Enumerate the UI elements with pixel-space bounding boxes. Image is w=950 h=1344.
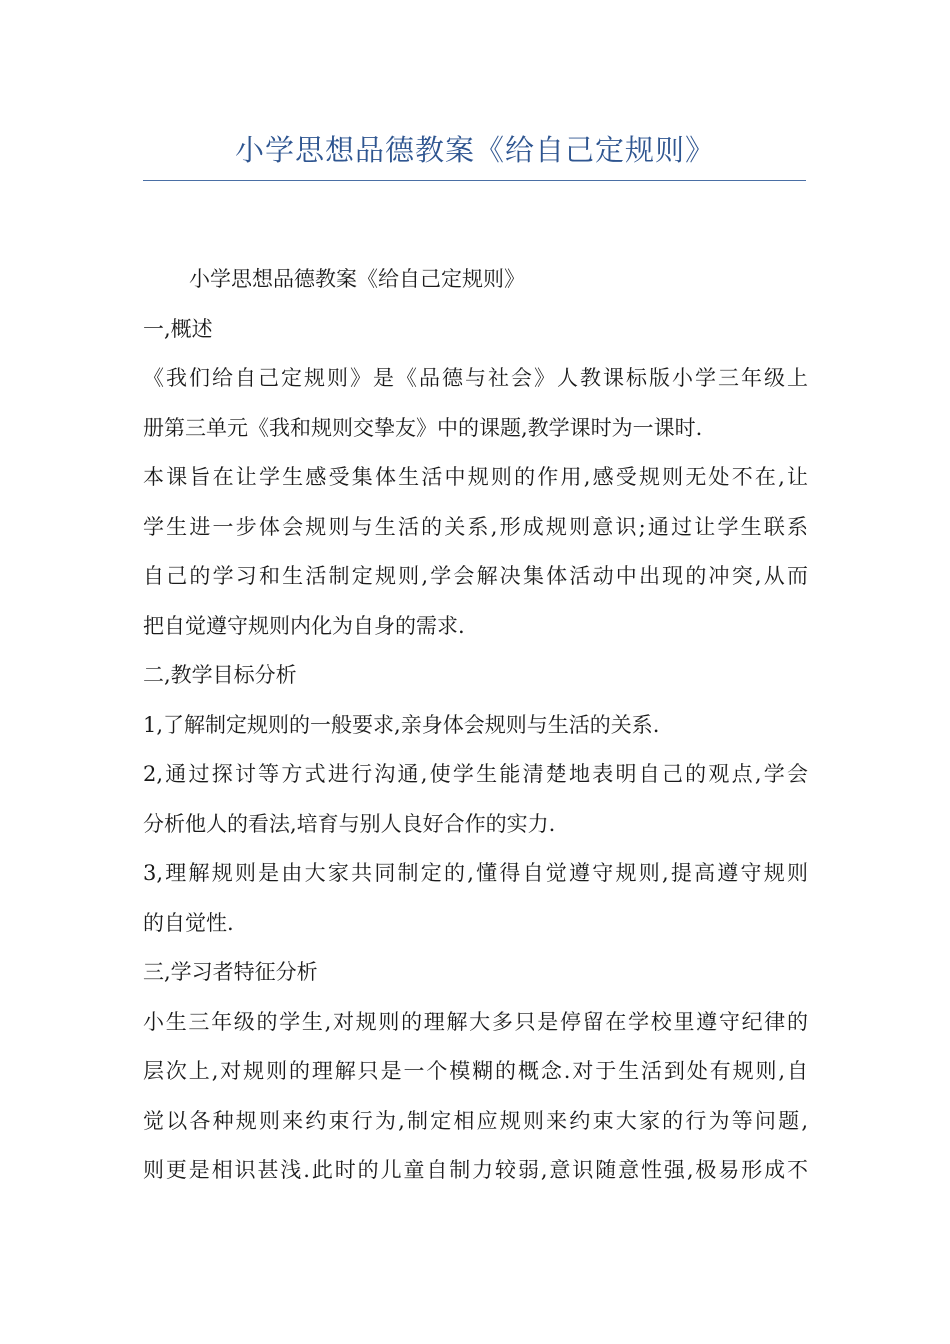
paragraph-line: 则更是相识甚浅.此时的儿童自制力较弱,意识随意性强,极易形成不 bbox=[143, 1158, 808, 1182]
paragraph-line: 的自觉性. bbox=[143, 910, 234, 935]
paragraph-line: 《我们给自己定规则》是《品德与社会》人教课标版小学三年级上 bbox=[143, 366, 808, 390]
section-heading-objectives: 二,教学目标分析 bbox=[143, 663, 297, 687]
section-heading-learners: 三,学习者特征分析 bbox=[143, 960, 318, 984]
paragraph-line: 册第三单元《我和规则交挚友》中的课题,教学课时为一课时. bbox=[143, 415, 703, 440]
paragraph-line: 层次上,对规则的理解只是一个模糊的概念.对于生活到处有规则,自 bbox=[143, 1059, 808, 1083]
paragraph-line: 小生三年级的学生,对规则的理解大多只是停留在学校里遵守纪律的 bbox=[143, 1009, 808, 1034]
title-underline bbox=[143, 180, 806, 181]
document-body bbox=[143, 262, 808, 1203]
section-heading-overview: 一,概述 bbox=[143, 316, 213, 341]
paragraph-line: 本课旨在让学生感受集体生活中规则的作用,感受规则无处不在,让 bbox=[143, 465, 808, 489]
paragraph-line: 觉以各种规则来约束行为,制定相应规则来约束大家的行为等问题, bbox=[143, 1108, 808, 1133]
paragraph-line: 把自觉遵守规则内化为自身的需求. bbox=[143, 613, 465, 638]
paragraph-line: 分析他人的看法,培育与别人良好合作的实力. bbox=[143, 811, 556, 836]
body-subtitle: 小学思想品德教案《给自己定规则》 bbox=[189, 267, 525, 291]
objective-item-1: 1,了解制定规则的一般要求,亲身体会规则与生活的关系. bbox=[143, 712, 660, 737]
objective-item-3: 3,理解规则是由大家共同制定的,懂得自觉遵守规则,提高遵守规则 bbox=[143, 861, 808, 885]
paragraph-line: 自己的学习和生活制定规则,学会解决集体活动中出现的冲突,从而 bbox=[143, 564, 808, 588]
paragraph-line: 学生进一步体会规则与生活的关系,形成规则意识;通过让学生联系 bbox=[143, 514, 808, 539]
objective-item-2: 2,通过探讨等方式进行沟通,使学生能清楚地表明自己的观点,学会 bbox=[143, 762, 808, 786]
document-title: 小学思想品德教案《给自己定规则》 bbox=[234, 133, 715, 167]
